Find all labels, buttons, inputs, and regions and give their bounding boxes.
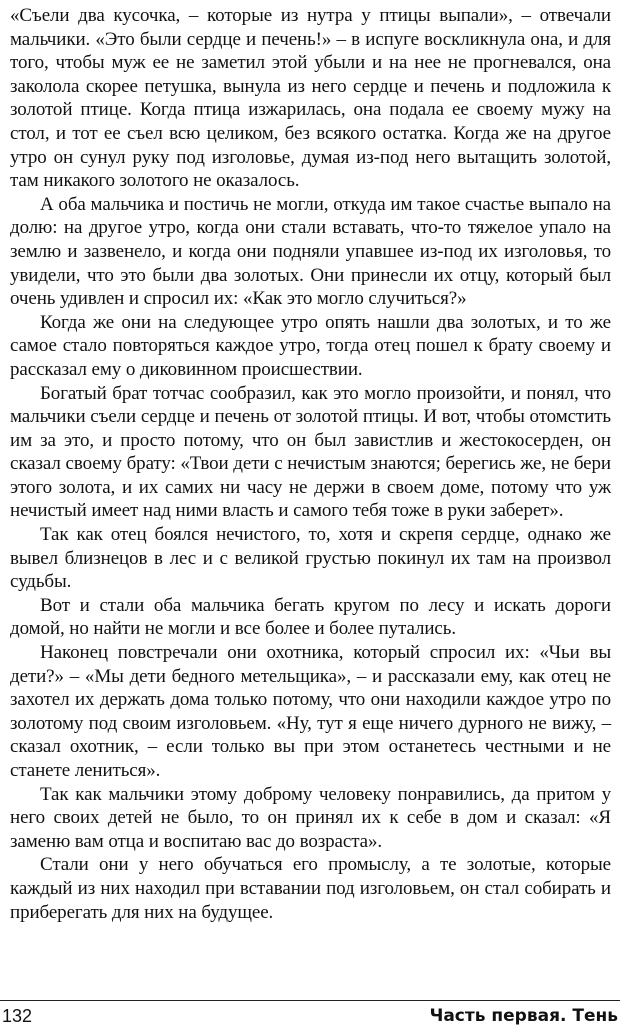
paragraph-2: А оба мальчика и постичь не могли, откуда им такое счастье выпало на долю: на другое утро, когда они стали вставать, что-то тяжелое упало на землю и зазвенело, и когда они подняли упавшее из-под их изголовья, то увидели, что это были два золотых. Они принесли их отцу, который был очень удивлен и спросил их: «Как это могло случиться?» xyxy=(10,193,611,310)
footer-divider xyxy=(0,1000,620,1001)
page-body-text xyxy=(10,4,611,924)
paragraph-6: Вот и стали оба мальчика бегать кругом по лесу и искать дороги домой, но найти не могли и все более и более путались. xyxy=(10,594,611,640)
paragraph-4: Богатый брат тотчас сообразил, как это могло произойти, и понял, что мальчики съели сердце и печень от золотой птицы. И вот, чтобы отомстить им за это, и просто потому, что он был завистлив и жестокосерден, он сказал своему брату: «Твои дети с нечистым знаются; берегись же, не бери этого золота, и их самих ни часу не держи в своем доме, потому что уж нечистый имеет над ними власть и самого тебя тоже в руки заберет». xyxy=(10,382,611,522)
paragraph-1: «Съели два кусочка, – которые из нутра у птицы выпали», – отвечали мальчики. «Это были сердце и печень!» – в испуге воскликнула она, и для того, чтобы муж ее не заметил этой убыли и на нее не прогневался, она заколола скорее петушка, вынула из него сердце и печень и подложила к золотой птице. Когда птица изжарилась, она подала ее своему мужу на стол, и тот ее съел всю целиком, без всякого остатка. Когда же на другое утро он сунул руку под изголовье, думая из-под него вытащить золотой, там никакого золотого не оказалось. xyxy=(10,5,611,192)
paragraph-8: Так как мальчики этому доброму человеку понравились, да притом у него своих детей не было, то он принял их к себе в дом и сказал: «Я заменю вам отца и воспитаю вас до возраста». xyxy=(10,783,611,852)
paragraph-5: Так как отец боялся нечистого, то, хотя и скрепя сердце, однако же вывел близнецов в лес и с великой грустью покинул их там на произвол судьбы. xyxy=(10,524,611,593)
paragraph-9: Стали они у него обучаться его промыслу, а те золотые, которые каждый из них находил при вставании под изголовьем, он стал собирать и приберегать для них на будущее. xyxy=(10,854,611,923)
running-footer-title: Часть первая. Тень xyxy=(429,1006,618,1026)
paragraph-3: Когда же они на следующее утро опять нашли два золотых, и то же самое стало повторяться каждое утро, тогда отец пошел к брату своему и рассказал ему о диковинном происшествии. xyxy=(10,311,611,380)
paragraph-7: Наконец повстречали они охотника, который спросил их: «Чьи вы дети?» – «Мы дети бедного метельщика», – и рассказали ему, как отец не захотел их держать дома только потому, что они находили каждое утро по золотому под своим изголовьем. «Ну, тут я еще ничего дурного не вижу, – сказал охотник, – если только вы при этом останетесь честными и не станете лениться». xyxy=(10,642,611,781)
page-number: 132 xyxy=(2,1006,33,1026)
